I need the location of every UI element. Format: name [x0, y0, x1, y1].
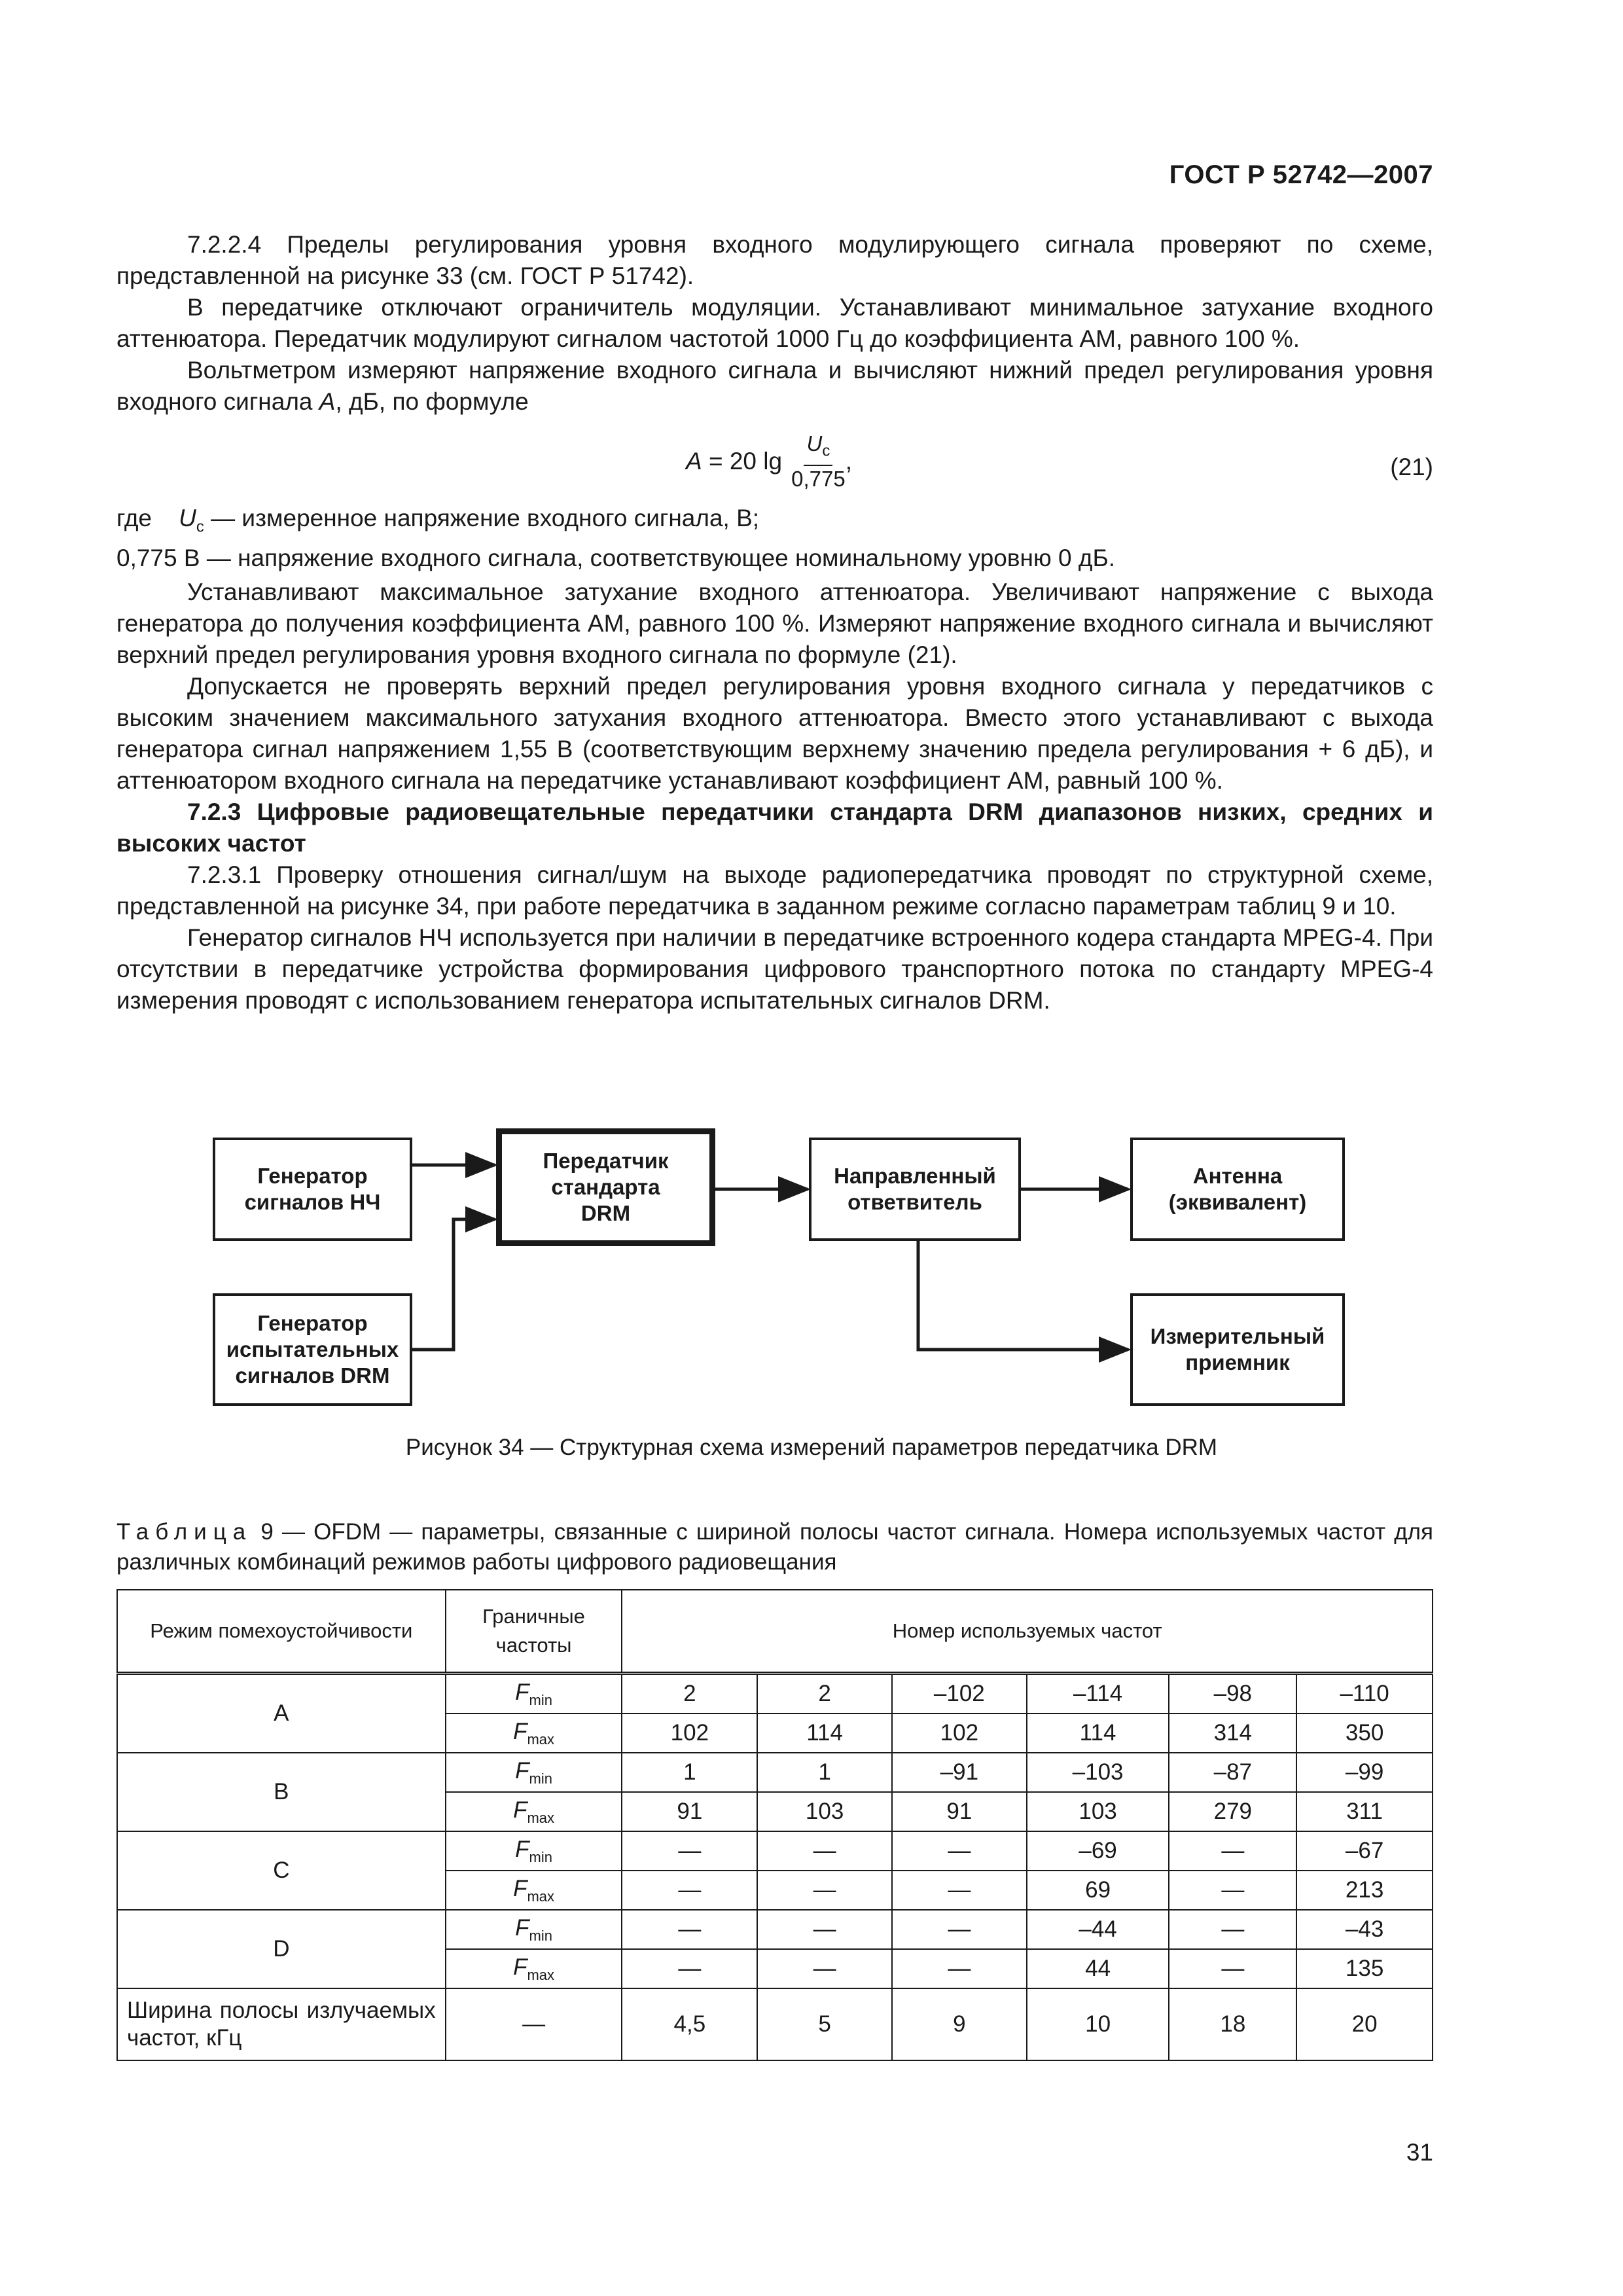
section-heading-7-2-3: 7.2.3 Цифровые радиовещательные передатчики стандарта DRM диапазонов низких, средних и высоких частот	[116, 798, 1433, 857]
cell-frequency-number: 103	[1027, 1792, 1169, 1831]
f-letter: F	[515, 1836, 529, 1862]
cell-frequency-number: 1	[622, 1753, 757, 1792]
cell-width-value: 9	[892, 1988, 1027, 2060]
legend-var: U	[179, 505, 196, 531]
paragraph-7-2-2-4: 7.2.2.4 Пределы регулирования уровня входного модулирующего сигнала проверяют по схеме, представленной на рисунке 33 (см. ГОСТ Р 51742).	[116, 231, 1433, 289]
cell-width-limit: —	[446, 1988, 622, 2060]
cell-width-label: Ширина полосы излучаемых частот, кГц	[117, 1988, 446, 2060]
cell-frequency-number: 102	[622, 1713, 757, 1753]
cell-width-value: 18	[1169, 1988, 1296, 2060]
f-letter: F	[513, 1797, 527, 1823]
cell-frequency-number: –102	[892, 1674, 1027, 1714]
table-body	[117, 1674, 1433, 1989]
arrow-gendrm-to-transmitter	[412, 1219, 495, 1350]
formula-lhs: A	[686, 447, 702, 475]
cell-frequency-number: —	[892, 1831, 1027, 1871]
cell-frequency-number: 311	[1296, 1792, 1433, 1831]
numerator-var: U	[806, 431, 823, 456]
f-subscript: min	[529, 1848, 552, 1865]
cell-frequency-number: 279	[1169, 1792, 1296, 1831]
table-row-width	[117, 1988, 1433, 2060]
legend-sub: c	[196, 518, 204, 536]
formula-21	[116, 422, 1433, 500]
cell-frequency-number: 69	[1027, 1871, 1169, 1910]
legend-0775: 0,775 В — напряжение входного сигнала, соответствующее номинальному уровню 0 дБ.	[116, 545, 1116, 572]
table-title-rest: 9 — OFDM — параметры, связанные с шириной полосы частот сигнала. Номера используемых частот для различных комбинаций режимов работы цифрового радиовещания	[116, 1519, 1433, 1575]
f-subscript: min	[529, 1691, 552, 1708]
cell-frequency-number: —	[757, 1831, 892, 1871]
formula-number: (21)	[1390, 454, 1433, 480]
paragraph-max-attenuation: Устанавливают максимальное затухание входного аттенюатора. Увеличивают напряжение с выхода генератора до получения коэффициента АМ, равного 100 %. Измеряют напряжение входного сигнала и вычисляют верхний предел регулирования уровня входного сигнала по формуле (21).	[116, 579, 1433, 669]
box-generator-drm: Генератор испытательных сигналов DRM	[213, 1293, 412, 1406]
cell-frequency-number: —	[622, 1910, 757, 1949]
paragraph-allowed: Допускается не проверять верхний предел регулирования уровня входного сигнала у передатчиков с высоким значением максимального затухания входного аттенюатора. Вместо этого устанавливают с выхода генератора сигнал напряжением 1,55 В (соответствующим верхнему значению предела регулирования + 6 дБ), и аттенюатором входного сигнала на передатчике устанавливают коэффициент АМ, равный 100 %.	[116, 673, 1433, 795]
cell-frequency-number: 314	[1169, 1713, 1296, 1753]
cell-frequency-limit	[446, 1713, 622, 1753]
cell-width-value: 4,5	[622, 1988, 757, 2060]
formula-expression	[686, 431, 852, 492]
cell-frequency-number: 44	[1027, 1949, 1169, 1988]
f-subscript: min	[529, 1770, 552, 1787]
numerator-sub: c	[822, 442, 830, 460]
cell-frequency-number: 114	[757, 1713, 892, 1753]
cell-frequency-number: –114	[1027, 1674, 1169, 1714]
f-letter: F	[513, 1718, 527, 1744]
cell-frequency-number: —	[892, 1910, 1027, 1949]
voltmeter-text-b: , дБ, по формуле	[335, 388, 529, 415]
cell-frequency-number: 114	[1027, 1713, 1169, 1753]
f-letter: F	[513, 1875, 527, 1901]
voltmeter-text-a: Вольтметром измеряют напряжение входного сигнала и вычисляют нижний предел регулирования уровня входного сигнала	[116, 357, 1433, 415]
cell-width-value: 5	[757, 1988, 892, 2060]
arrow-coupler-to-receiver	[918, 1241, 1128, 1350]
table-row	[117, 1910, 1433, 1949]
cell-frequency-number: 350	[1296, 1713, 1433, 1753]
paragraph-voltmeter	[116, 355, 1433, 418]
cell-width-value: 10	[1027, 1988, 1169, 2060]
table-row	[117, 1753, 1433, 1792]
cell-frequency-number: —	[622, 1831, 757, 1871]
cell-frequency-limit	[446, 1910, 622, 1949]
f-subscript: max	[527, 1731, 555, 1748]
table-row	[117, 1674, 1433, 1714]
cell-frequency-number: –99	[1296, 1753, 1433, 1792]
formula-denominator: 0,775	[791, 466, 846, 491]
box-transmitter-drm: Передатчик стандарта DRM	[496, 1128, 715, 1246]
cell-frequency-number: –103	[1027, 1753, 1169, 1792]
table-title-word: Таблица	[116, 1519, 253, 1545]
f-letter: F	[513, 1954, 527, 1980]
cell-frequency-number: –67	[1296, 1831, 1433, 1871]
formula-fraction	[791, 431, 846, 492]
legend-desc: — измеренное напряжение входного сигнала, В;	[204, 505, 760, 531]
cell-frequency-number: –43	[1296, 1910, 1433, 1949]
paragraph-generator: Генератор сигналов НЧ используется при наличии в передатчике встроенного кодера стандарта MPEG-4. При отсутствии в передатчике устройства формирования цифрового транспортного потока по стандарту MPEG-4 измерения проводят с использованием генератора испытательных сигналов DRM.	[116, 924, 1433, 1014]
cell-frequency-number: —	[757, 1871, 892, 1910]
cell-frequency-number: —	[622, 1871, 757, 1910]
paragraph-7-2-3-1: 7.2.3.1 Проверку отношения сигнал/шум на выходе радиопередатчика проводят по структурной схеме, представленной на рисунке 34, при работе передатчика в заданном режиме согласно параметрам таблиц 9 и 10.	[116, 861, 1433, 920]
cell-frequency-number: –69	[1027, 1831, 1169, 1871]
paragraph-limiter: В передатчике отключают ограничитель модуляции. Устанавливают минимальное затухание входного аттенюатора. Передатчик модулируют сигналом частотой 1000 Гц до коэффициента АМ, равного 100 %.	[116, 294, 1433, 352]
table-row	[117, 1831, 1433, 1871]
f-subscript: max	[527, 1966, 555, 1983]
cell-frequency-number: —	[757, 1949, 892, 1988]
cell-frequency-number: —	[1169, 1871, 1296, 1910]
cell-frequency-number: 135	[1296, 1949, 1433, 1988]
table-header-row	[117, 1590, 1433, 1674]
box-generator-lf: Генератор сигналов НЧ	[213, 1138, 412, 1241]
cell-frequency-number: —	[1169, 1910, 1296, 1949]
cell-frequency-number: —	[1169, 1831, 1296, 1871]
cell-frequency-number: 103	[757, 1792, 892, 1831]
cell-frequency-number: –91	[892, 1753, 1027, 1792]
formula-legend	[116, 503, 1433, 574]
f-letter: F	[515, 1757, 529, 1784]
cell-mode: B	[117, 1753, 446, 1831]
cell-frequency-number: 213	[1296, 1871, 1433, 1910]
cell-width-value: 20	[1296, 1988, 1433, 2060]
formula-eq: = 20 lg	[702, 447, 783, 475]
f-subscript: max	[527, 1888, 555, 1905]
f-letter: F	[515, 1914, 529, 1941]
cell-frequency-number: —	[1169, 1949, 1296, 1988]
cell-frequency-number: 102	[892, 1713, 1027, 1753]
header-mode: Режим помехоустойчивости	[117, 1590, 446, 1674]
cell-frequency-number: 1	[757, 1753, 892, 1792]
box-antenna: Антенна (эквивалент)	[1130, 1138, 1345, 1241]
cell-frequency-number: –98	[1169, 1674, 1296, 1714]
cell-frequency-number: —	[622, 1949, 757, 1988]
block-diagram	[0, 1113, 1623, 1427]
var-a: A	[319, 388, 336, 415]
formula-numerator	[804, 431, 832, 466]
header-numbers: Номер используемых частот	[622, 1590, 1433, 1674]
cell-frequency-number: —	[892, 1949, 1027, 1988]
cell-frequency-limit	[446, 1674, 622, 1714]
header-limits: Граничные частоты	[446, 1590, 622, 1674]
box-measuring-receiver: Измерительный приемник	[1130, 1293, 1345, 1406]
f-letter: F	[515, 1679, 529, 1705]
legend-where: где	[116, 505, 179, 531]
cell-frequency-limit	[446, 1753, 622, 1792]
ofdm-table	[116, 1589, 1433, 2061]
main-text	[116, 229, 1433, 1016]
f-subscript: min	[529, 1927, 552, 1944]
figure-caption: Рисунок 34 — Структурная схема измерений параметров передатчика DRM	[405, 1435, 1218, 1460]
legend-uc	[116, 503, 1433, 543]
cell-frequency-number: 91	[622, 1792, 757, 1831]
f-subscript: max	[527, 1809, 555, 1826]
page-number: 31	[1406, 2139, 1433, 2166]
document-header: ГОСТ Р 52742—2007	[1169, 160, 1433, 189]
formula-tail: ,	[845, 447, 852, 475]
cell-frequency-number: 91	[892, 1792, 1027, 1831]
cell-mode: A	[117, 1674, 446, 1753]
cell-frequency-number: –110	[1296, 1674, 1433, 1714]
box-directional-coupler: Направленный ответвитель	[809, 1138, 1021, 1241]
cell-frequency-limit	[446, 1871, 622, 1910]
cell-frequency-number: –44	[1027, 1910, 1169, 1949]
cell-frequency-number: 2	[757, 1674, 892, 1714]
cell-frequency-limit	[446, 1792, 622, 1831]
cell-frequency-number: —	[757, 1910, 892, 1949]
cell-frequency-number: —	[892, 1871, 1027, 1910]
cell-mode: C	[117, 1831, 446, 1910]
cell-frequency-number: –87	[1169, 1753, 1296, 1792]
cell-frequency-limit	[446, 1831, 622, 1871]
cell-frequency-number: 2	[622, 1674, 757, 1714]
cell-mode: D	[117, 1910, 446, 1988]
cell-frequency-limit	[446, 1949, 622, 1988]
table-title	[116, 1517, 1433, 1577]
